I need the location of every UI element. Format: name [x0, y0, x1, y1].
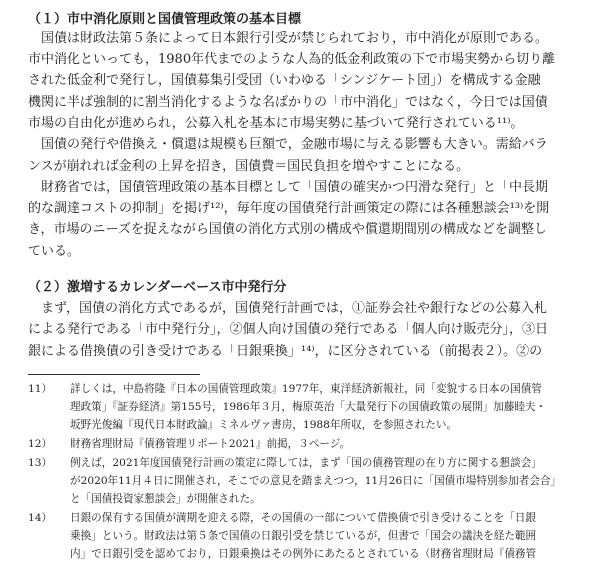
footnote-12-number: 12） [28, 438, 53, 450]
footnote-12-line-1: 財務省理財局『債務管理リポート2021』前掲，３ページ。 [70, 438, 351, 450]
footnote-13-line-3: と「国債投資家懇談会」が開催された。 [70, 493, 261, 505]
section-1-line-3: された低金利で発行し，国債募集引受団（いわゆる「シンジケート団」）を構成する金融 [28, 73, 541, 88]
section-2-line-2: による発行である「市中発行分」，②個人向け国債の発行である「個人向け販売分」，③日 [28, 322, 549, 337]
footnote-11-line-2: 理政策」『証券経済』第155号，1986年３月，梅原英治「大量発行下の国債政策の展開」加藤睦夫・ [70, 401, 547, 413]
section-1-line-7: ンスが崩れれば金利の上昇を招き，国債費＝国民負担を増やすことになる。 [28, 159, 470, 174]
section-2-heading: （２）激増するカレンダーベース市中発行分 [28, 280, 287, 295]
footnote-14-line-2: 乗換」という。財政法は第５条で国債の日銀引受を禁じているが，但書で「国会の議決を経た範囲 [70, 530, 537, 542]
section-1-line-10: き，市場のニーズを捉えながら国債の消化方式別の構成や償還期間別の構成などを調整し [28, 222, 547, 237]
footnote-13-number: 13） [28, 457, 53, 469]
section-1-line-8: 財務省では，国債管理政策の基本目標として「国債の確実かつ円滑な発行」と「中長期 [41, 180, 549, 195]
footnote-13-line-2: が2020年11月４日に開催され，そこでの意見を踏まえつつ，11月26日に「国債市場特別参加者会合」 [70, 475, 562, 487]
section-1-line-4: 機関に半ば強制的に割当消化するような名ばかりの「市中消化」ではなく，今日では国債 [28, 95, 548, 110]
section-1-line-9: 的な調達コストの抑制」を掲げ¹²⁾，毎年度の国債発行計画策定の際には各種懇談会¹³⁾を開 [28, 201, 550, 216]
section-1-line-1: 国債は財政法第５条によって日本銀行引受が禁じられており，市中消化が原則である。 [41, 31, 549, 46]
footnote-14-number: 14） [28, 512, 53, 524]
section-1-line-6: 国債の発行や借換え・償還は規模も巨額で，金融市場に与える影響も大きい。需給バラ [41, 137, 548, 152]
footnote-11-number: 11） [28, 383, 53, 395]
footnote-11-line-1: 詳しくは，中島将隆『日本の国債管理政策』1977年，東洋経済新報社，同「変貌する日本の国債管 [70, 383, 542, 395]
section-1-line-2: 市中消化といっても，1980年代までのような人為的低金利政策の下で市場実勢から切り離 [28, 52, 556, 67]
footnote-14-line-3: 内」で日銀引受を認めており，日銀乗換はその例外にあたるとされている（財務省理財局『債務管 [70, 548, 537, 560]
footnote-14-line-1: 日銀の保有する国債が満期を迎える際，その国債の一部について借換債で引き受けることを「日銀 [70, 512, 536, 524]
section-1-line-11: ている。 [28, 244, 81, 259]
section-2-line-1: まず，国債の消化方式であるが，国債発行計画では，①証券会社や銀行などの公募入札 [41, 301, 547, 316]
section-1-line-5: 市場の自由化が進められ，公募入札を基本に市場実勢に基づいて発行されている¹¹⁾。 [28, 116, 524, 131]
section-2-line-3: 銀による借換債の引き受けである「日銀乗換」¹⁴⁾，に区分されている（前掲表２）。②の [28, 344, 543, 359]
footnote-separator [28, 374, 200, 375]
footnote-13-line-1: 例えば，2021年度国債発行計画の策定に際しては，まず「国の債務管理の在り方に関する懇談会」 [70, 457, 542, 469]
section-1-heading: （１）市中消化原則と国債管理政策の基本目標 [28, 12, 302, 27]
footnote-11-line-3: 坂野光俊編『現代日本財政論』ミネルヴァ書房，1988年所収，を参照されたい。 [70, 419, 458, 431]
